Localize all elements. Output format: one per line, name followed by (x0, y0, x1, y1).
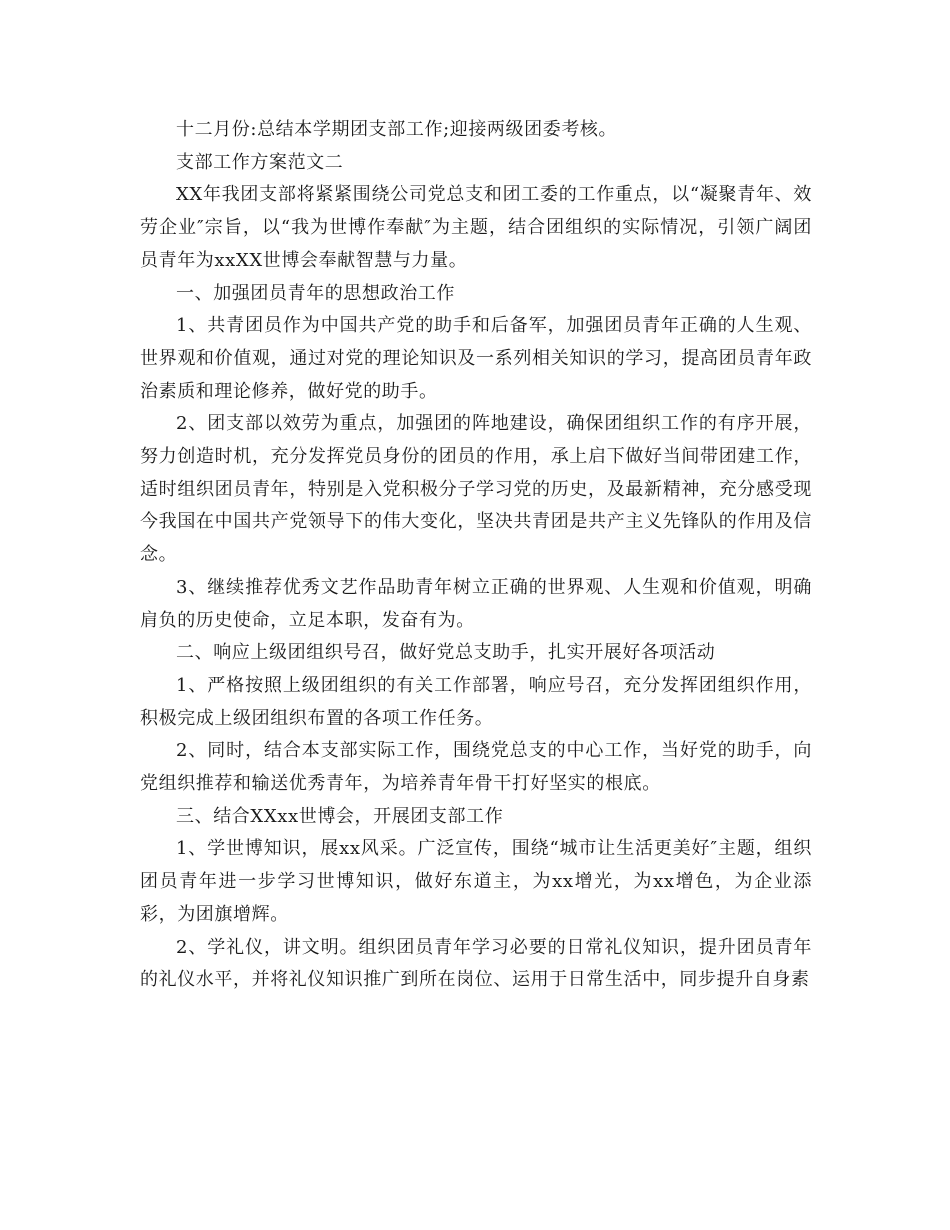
paragraph-item-3-1: 1、学世博知识，展xx风采。广泛宣传，围绕“城市让生活更美好″主题，组织团员青年进一步学习世博知识，做好东道主，为xx增光，为xx增色，为企业添彩，为团旗增辉。 (140, 838, 812, 925)
heading-section-two: 二、响应上级团组织号召，做好党总支助手，扎实开展好各项活动 (176, 642, 716, 664)
paragraph-item-1-3: 3、继续推荐优秀文艺作品助青年树立正确的世界观、人生观和价值观，明确肩负的历史使命，立足本职，发奋有为。 (140, 576, 812, 631)
paragraph-item-1-2: 2、团支部以效劳为重点，加强团的阵地建设，确保团组织工作的有序开展，努力创造时机，充分发挥党员身份的团员的作用，承上启下做好当间带团建工作，适时组织团员青年，特别是入党积极分子学习党的历史，及最新精神，充分感受现今我国在中国共产党领导下的伟大变化，坚决共青团是共产主义先锋队的作用及信念。 (140, 413, 812, 566)
paragraph-december-plan: 十二月份:总结本学期团支部工作;迎接两级团委考核。 (176, 119, 618, 140)
heading-section-three: 三、结合XXxx世博会，开展团支部工作 (176, 805, 504, 827)
paragraph-item-1-1: 1、共青团员作为中国共产党的助手和后备军，加强团员青年正确的人生观、世界观和价值观，通过对党的理论知识及一系列相关知识的学习，提高团员青年政治素质和理论修养，做好党的助手。 (140, 315, 812, 402)
section-title-sample-two: 支部工作方案范文二 (176, 151, 344, 173)
document-body (140, 114, 812, 997)
paragraph-item-2-2: 2、同时，结合本支部实际工作，围绕党总支的中心工作，当好党的助手，向党组织推荐和输送优秀青年，为培养青年骨干打好坚实的根底。 (140, 740, 812, 795)
paragraph-item-3-2: 2、学礼仪，讲文明。组织团员青年学习必要的日常礼仪知识，提升团员青年的礼仪水平，并将礼仪知识推广到所在岗位、运用于日常生活中，同步提升自身素 (140, 936, 812, 991)
paragraph-intro: XX年我团支部将紧紧围绕公司党总支和团工委的工作重点，以“凝聚青年、效劳企业″宗旨，以“我为世博作奉献″为主题，结合团组织的实际情况，引领广阔团员青年为xxXX世博会奉献智慧与力量。 (140, 184, 812, 271)
heading-section-one: 一、加强团员青年的思想政治工作 (176, 282, 455, 304)
paragraph-item-2-1: 1、严格按照上级团组织的有关工作部署，响应号召，充分发挥团组织作用，积极完成上级团组织布置的各项工作任务。 (140, 674, 812, 729)
